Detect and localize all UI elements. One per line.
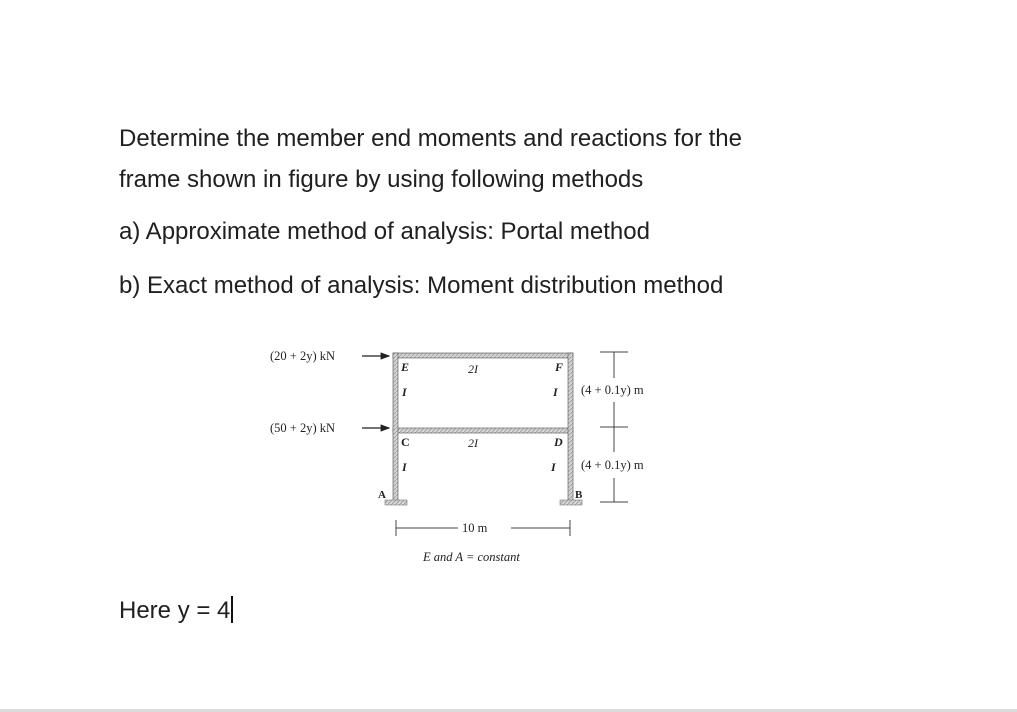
joint-a-label: A xyxy=(378,489,386,501)
col-right-top-inertia-label: I xyxy=(553,385,558,399)
load-label-top: (20 + 2y) kN xyxy=(270,349,336,363)
column-left xyxy=(393,353,398,501)
part-b-text: b) Exact method of analysis: Moment distribution method xyxy=(119,272,724,299)
height-dimension xyxy=(600,352,628,502)
height-lower-label: (4 + 0.1y) m xyxy=(581,458,644,472)
load-label-bottom: (50 + 2y) kN xyxy=(270,421,336,435)
height-upper-label: (4 + 0.1y) m xyxy=(581,383,644,397)
beam-top xyxy=(393,353,573,358)
col-left-bottom-inertia-label: I xyxy=(402,460,407,474)
beam-bottom xyxy=(393,428,573,433)
text-cursor xyxy=(231,596,233,623)
question-line-1: Determine the member end moments and reactions for the xyxy=(119,125,742,152)
part-a-text: a) Approximate method of analysis: Portal method xyxy=(119,218,650,245)
given-value xyxy=(119,596,233,626)
beam-top-inertia-label: 2I xyxy=(468,362,478,376)
constant-note: E and A = constant xyxy=(423,550,520,564)
joint-f-label: F xyxy=(555,360,564,374)
beam-bottom-inertia-label: 2I xyxy=(468,436,478,450)
joint-b-label: B xyxy=(575,489,583,501)
col-left-top-inertia-label: I xyxy=(402,385,407,399)
joint-c-label: C xyxy=(401,435,410,449)
span-label: 10 m xyxy=(462,521,488,535)
question-line-2: frame shown in figure by using following methods xyxy=(119,166,644,193)
support-a xyxy=(385,500,407,505)
col-right-bottom-inertia-label: I xyxy=(551,460,556,474)
given-text: Here y = 4 xyxy=(119,597,231,624)
joint-d-label: D xyxy=(554,435,563,449)
column-right xyxy=(568,353,573,501)
joint-e-label: E xyxy=(401,360,410,374)
